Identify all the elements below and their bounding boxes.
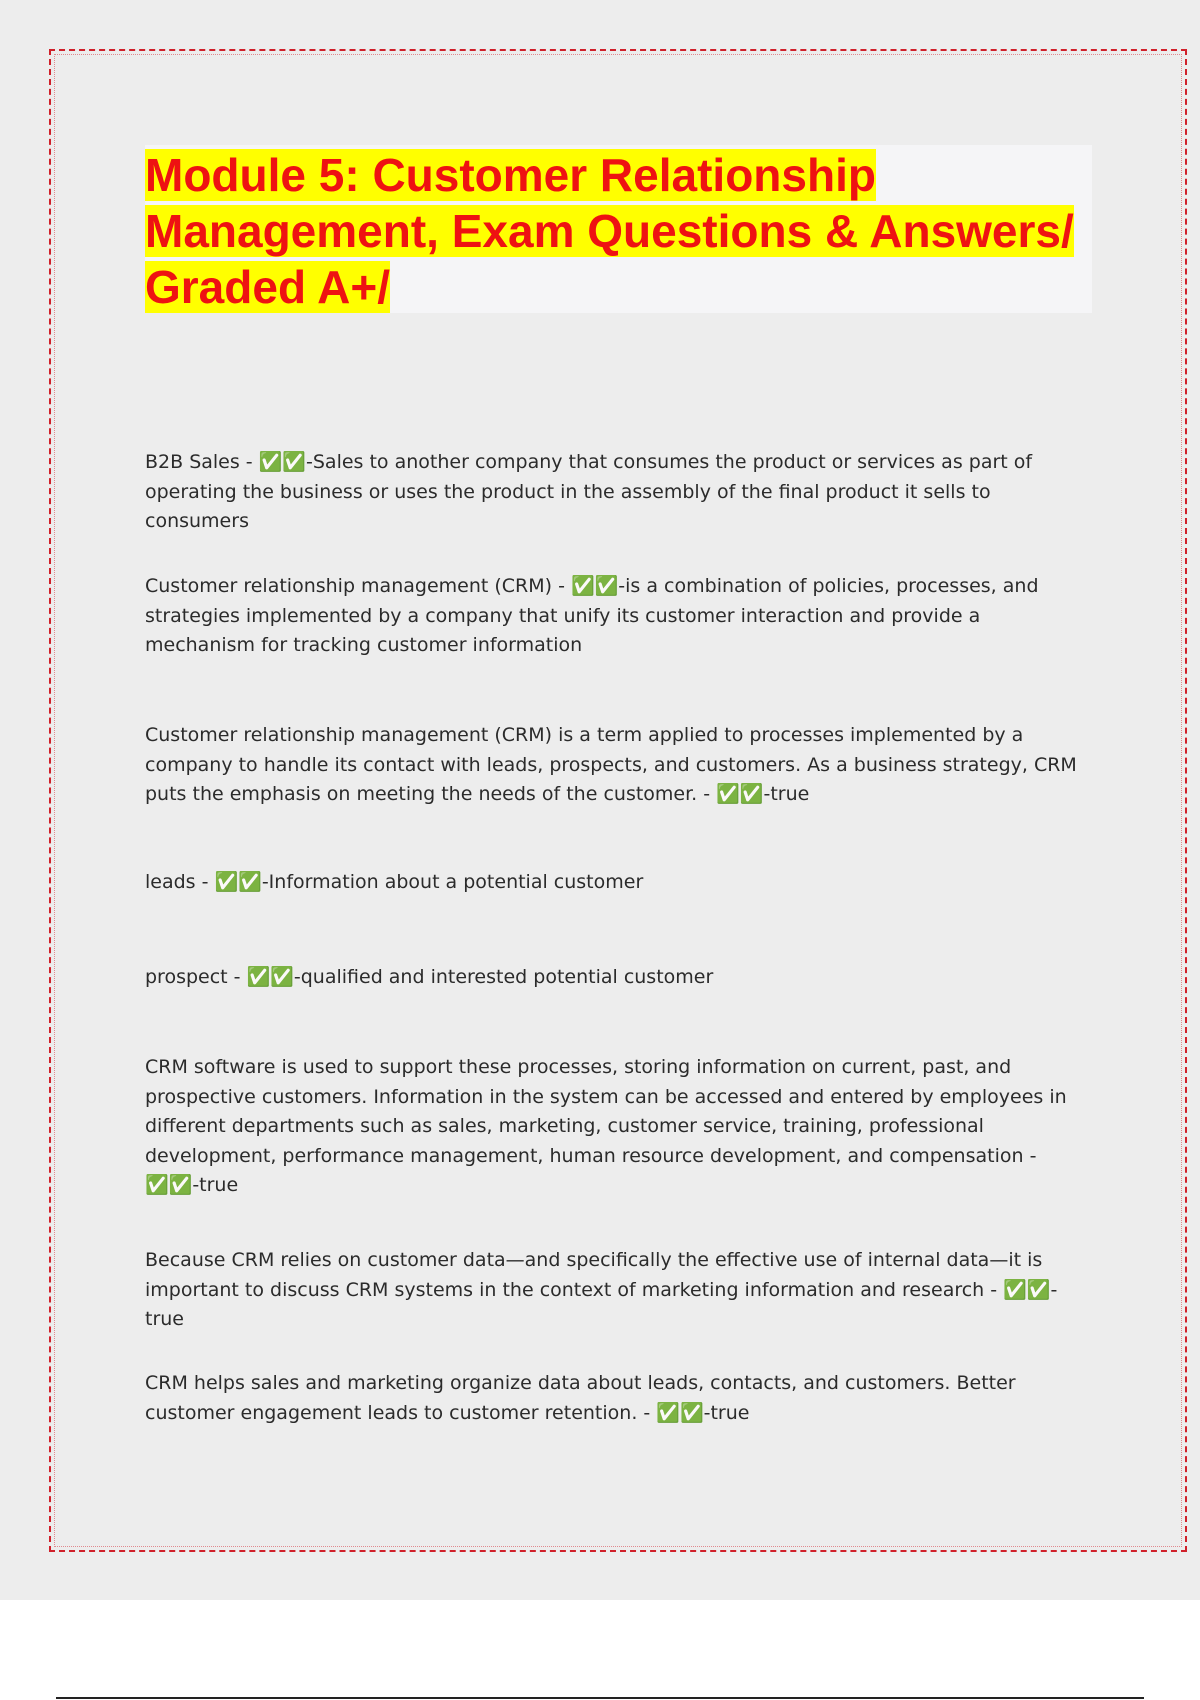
qa-entry-crm-software: CRM software is used to support these processes, storing information on current, past, and prospective customers. Information in the system can be accessed and entered by employees in different departments such as sales, marketing, customer service, training, professional development, performance management, human resource development, and compensation - ✅✅-true — [145, 1056, 1067, 1196]
qa-entry-leads: leads - ✅✅-Information about a potential customer — [145, 871, 644, 893]
qa-entry-crm-helps: CRM helps sales and marketing organize data about leads, contacts, and customers. Better customer engagement leads to customer retention. - ✅✅-true — [145, 1372, 1016, 1424]
page-divider — [56, 1697, 1144, 1699]
qa-entry-crm-definition: Customer relationship management (CRM) - ✅✅-is a combination of policies, processes, and strategies implemented by a company that unify its customer interaction and provide a mechanism for tracking customer information — [145, 575, 1039, 656]
qa-entry-b2b-sales: B2B Sales - ✅✅-Sales to another company that consumes the product or services as part of operating the business or uses the product in the assembly of the final product it sells to consumers — [145, 451, 1033, 532]
qa-entry-crm-term: Customer relationship management (CRM) is a term applied to processes implemented by a company to handle its contact with leads, prospects, and customers. As a business strategy, CRM puts the emphasis on meeting the needs of the customer. - ✅✅-true — [145, 724, 1077, 805]
qa-entry-crm-data: Because CRM relies on customer data—and specifically the effective use of internal data—it is important to discuss CRM systems in the context of marketing information and research - ✅✅-true — [145, 1249, 1058, 1330]
document-title — [145, 147, 1092, 315]
title-highlight: Module 5: Customer Relationship Management, Exam Questions & Answers/ Graded A+/ — [145, 149, 1074, 313]
qa-entry-prospect: prospect - ✅✅-qualified and interested potential customer — [145, 966, 714, 988]
